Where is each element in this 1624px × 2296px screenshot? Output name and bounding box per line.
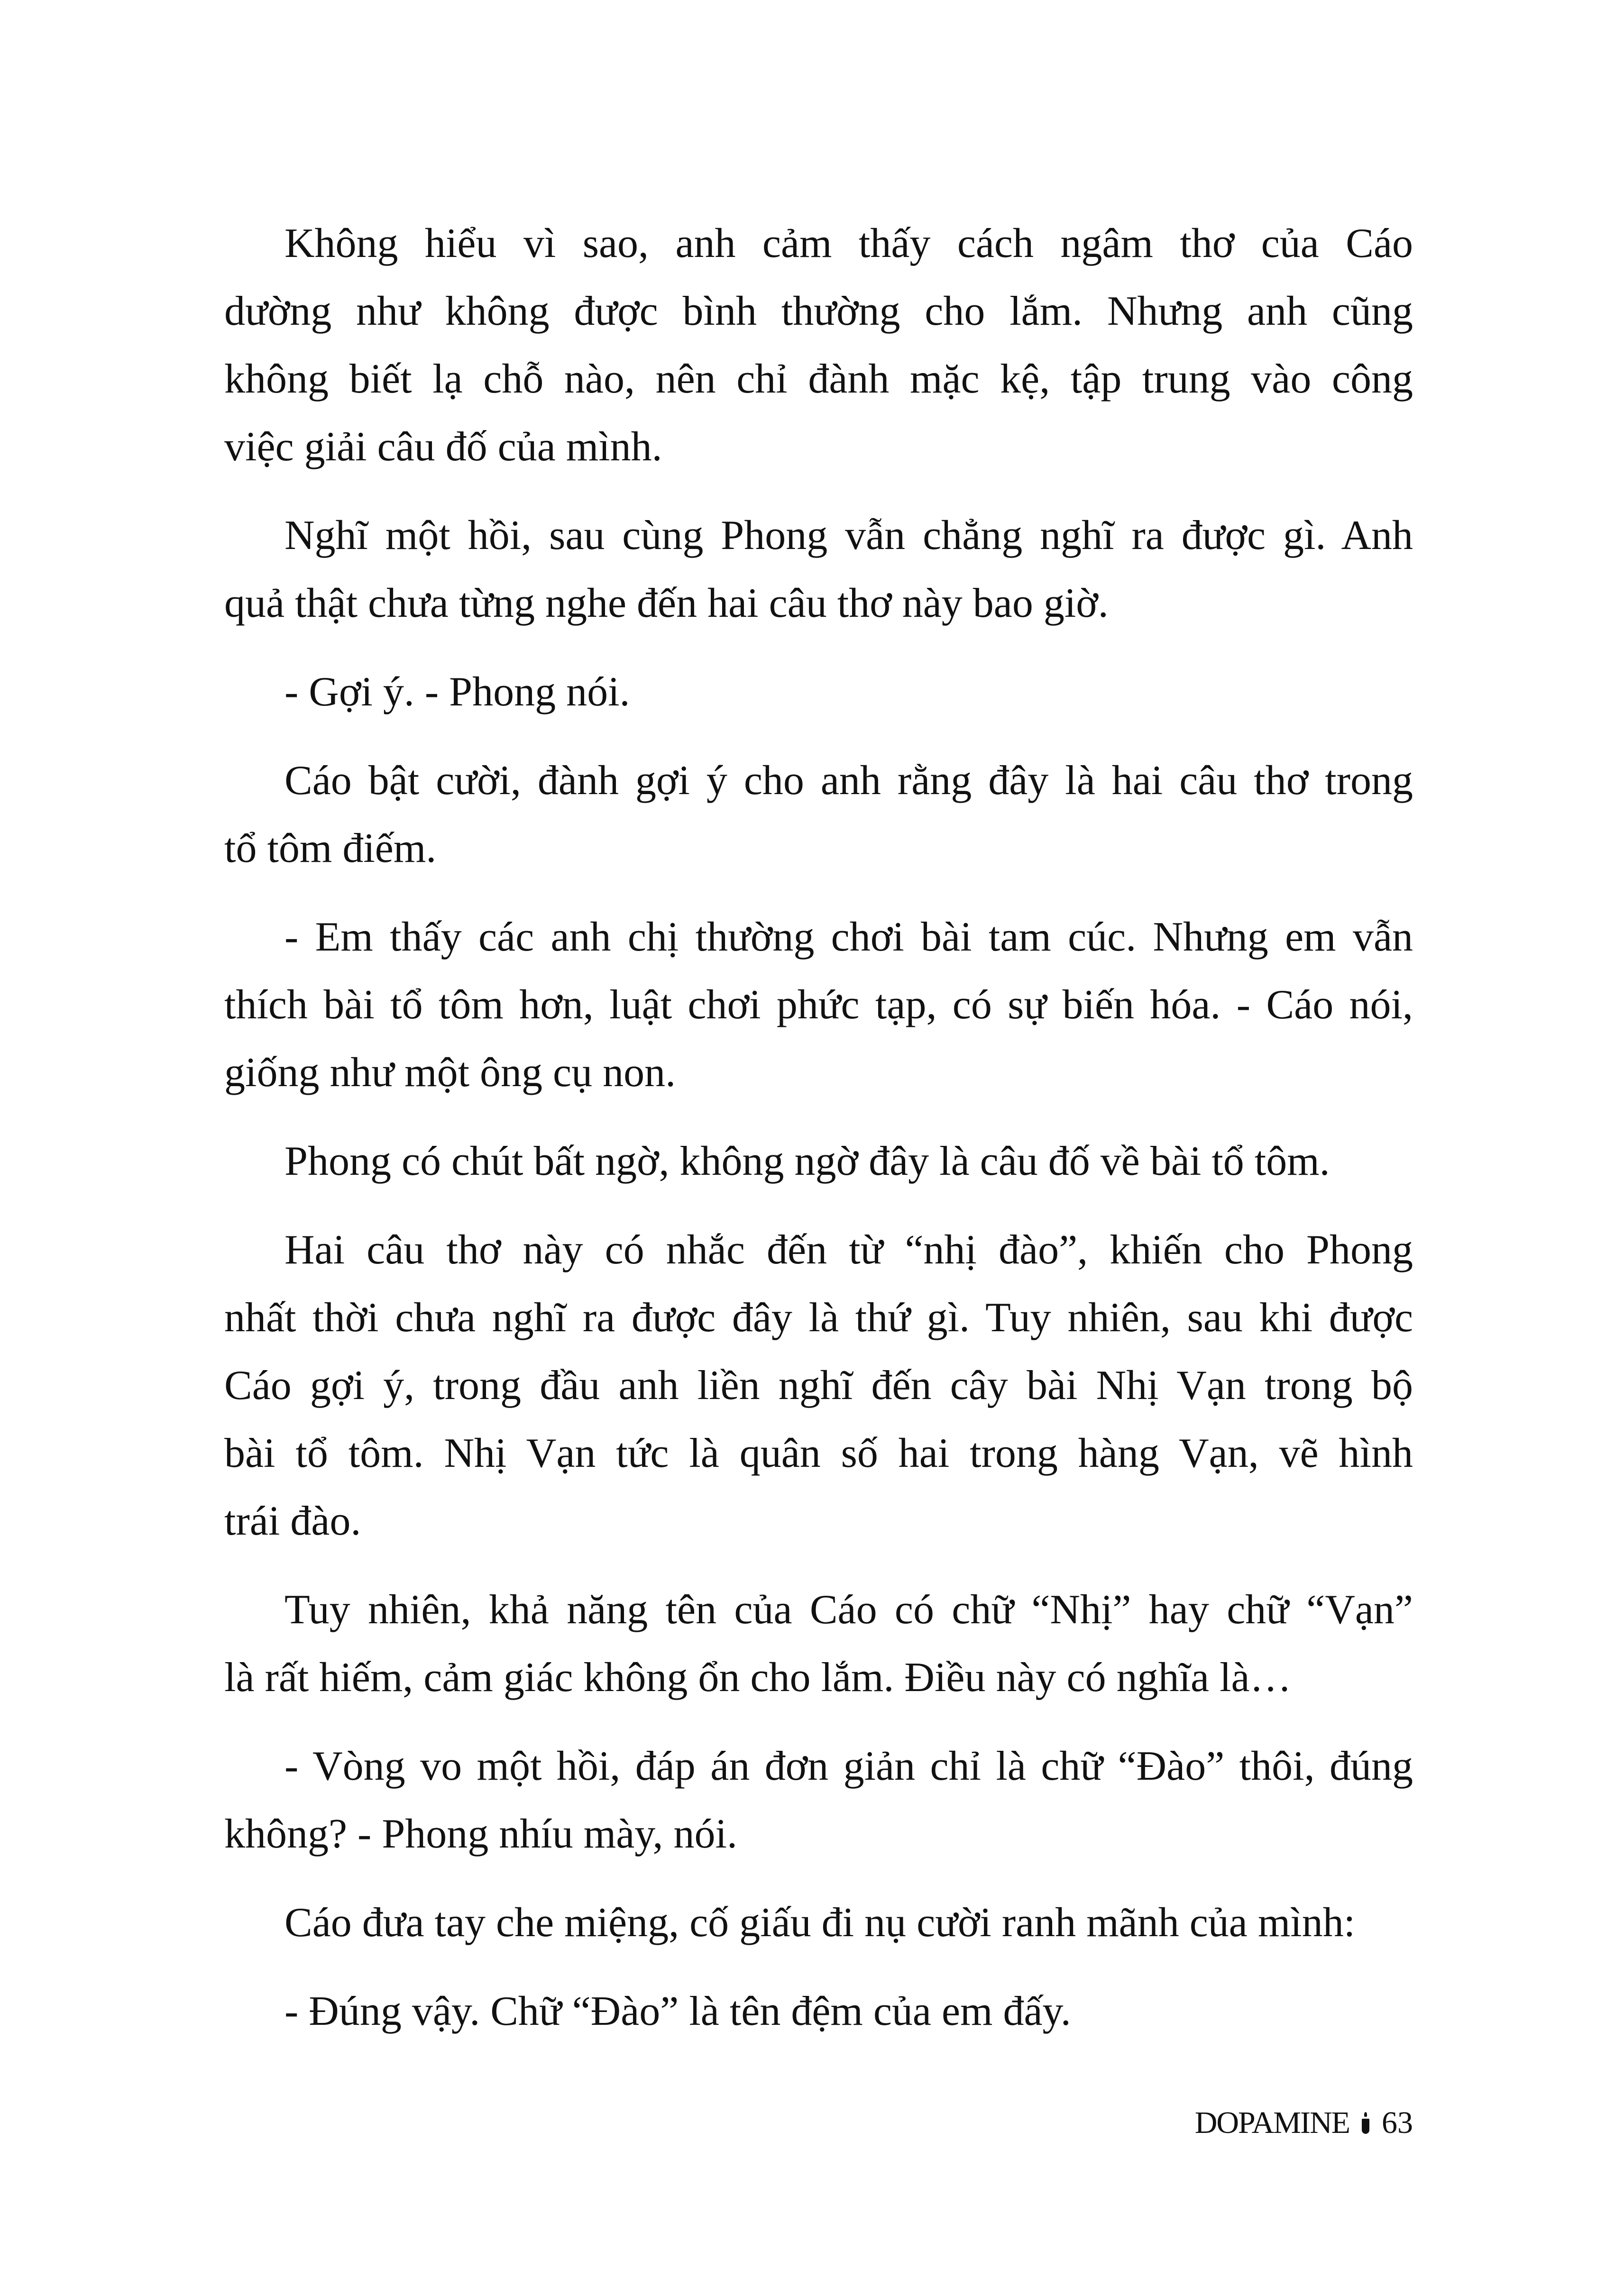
text-line: quả thật chưa từng nghe đến hai câu thơ này bao giờ. — [224, 580, 1109, 626]
text-line: dường như không được bình thường cho lắm. Nhưng anh cũng — [224, 288, 1413, 334]
text-line: Cáo bật cười, đành gợi ý cho anh rằng đây là hai câu thơ trong — [284, 758, 1413, 804]
paragraph — [224, 1127, 1413, 1195]
text-line: nhất thời chưa nghĩ ra được đây là thứ gì. Tuy nhiên, sau khi được — [224, 1295, 1413, 1341]
text-line: - Vòng vo một hồi, đáp án đơn giản chỉ là chữ “Đào” thôi, đúng — [284, 1743, 1413, 1789]
text-line: thích bài tổ tôm hơn, luật chơi phức tạp, có sự biến hóa. - Cáo nói, — [224, 982, 1413, 1028]
paragraph — [224, 1889, 1413, 1957]
text-line: - Gợi ý. - Phong nói. — [284, 669, 630, 715]
text-line: Nghĩ một hồi, sau cùng Phong vẫn chẳng nghĩ ra được gì. Anh — [284, 512, 1413, 558]
text-line: Cáo gợi ý, trong đầu anh liền nghĩ đến cây bài Nhị Vạn trong bộ — [224, 1363, 1413, 1409]
text-line: - Đúng vậy. Chữ “Đào” là tên đệm của em đấy. — [284, 1988, 1071, 2034]
text-line: việc giải câu đố của mình. — [224, 424, 662, 470]
text-line: Không hiểu vì sao, anh cảm thấy cách ngâm thơ của Cáo — [284, 220, 1413, 266]
text-line: tổ tôm điếm. — [224, 825, 437, 871]
text-line: - Em thấy các anh chị thường chơi bài tam cúc. Nhưng em vẫn — [284, 914, 1413, 960]
paragraph — [224, 1576, 1413, 1711]
paragraph — [224, 1732, 1413, 1868]
text-line: không biết lạ chỗ nào, nên chỉ đành mặc kệ, tập trung vào công — [224, 356, 1413, 402]
body-text — [224, 210, 1413, 2066]
paragraph — [224, 747, 1413, 882]
paragraph — [224, 210, 1413, 481]
text-line: trái đào. — [224, 1498, 361, 1544]
text-line: không? - Phong nhíu mày, nói. — [224, 1811, 737, 1857]
text-line: là rất hiếm, cảm giác không ổn cho lắm. Điều này có nghĩa là… — [224, 1655, 1292, 1701]
page-footer — [1043, 2104, 1413, 2142]
paragraph — [224, 502, 1413, 637]
paragraph — [224, 903, 1413, 1107]
text-line: bài tổ tôm. Nhị Vạn tức là quân số hai trong hàng Vạn, vẽ hình — [224, 1430, 1413, 1476]
running-title: DOPAMINE — [1194, 2105, 1349, 2140]
paragraph — [224, 1977, 1413, 2045]
paragraph — [224, 1216, 1413, 1555]
pencil-ornament-icon — [1362, 2112, 1369, 2134]
paragraph — [224, 658, 1413, 726]
text-line: Cáo đưa tay che miệng, cố giấu đi nụ cười ranh mãnh của mình: — [284, 1900, 1356, 1946]
page-number: 63 — [1382, 2105, 1413, 2140]
text-line: giống như một ông cụ non. — [224, 1050, 676, 1096]
text-line: Tuy nhiên, khả năng tên của Cáo có chữ “Nhị” hay chữ “Vạn” — [284, 1587, 1413, 1633]
text-line: Hai câu thơ này có nhắc đến từ “nhị đào”, khiến cho Phong — [284, 1227, 1413, 1273]
text-line: Phong có chút bất ngờ, không ngờ đây là câu đố về bài tổ tôm. — [284, 1138, 1330, 1184]
